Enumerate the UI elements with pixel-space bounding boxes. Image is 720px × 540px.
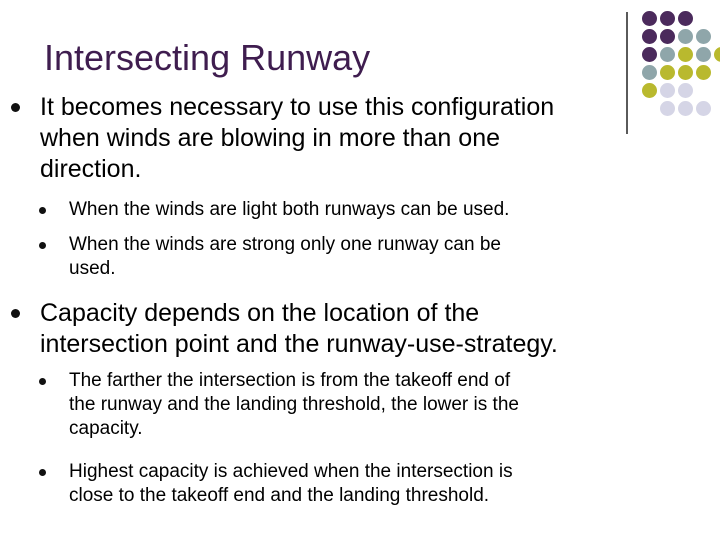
sub-bullet-item (69, 369, 519, 441)
sub-bullet-item (69, 460, 513, 508)
bullet-marker-icon (11, 103, 20, 112)
sub-bullet-text-line: When the winds are light both runways can be used. (69, 199, 510, 220)
sub-bullet-text-line: close to the takeoff end and the landing threshold. (69, 485, 490, 506)
sub-bullet-marker-icon (39, 378, 46, 385)
bullet-text-line: direction. (40, 155, 142, 183)
bullet-text-line: It becomes necessary to use this configuration (40, 93, 555, 121)
sub-bullet-marker-icon (39, 469, 46, 476)
sub-bullet-text-line: The farther the intersection is from the takeoff end of (69, 370, 511, 391)
sub-bullet-text-line: Highest capacity is achieved when the intersection is (69, 461, 513, 482)
sub-bullet-marker-icon (39, 242, 46, 249)
bullet-marker-icon (11, 309, 20, 318)
bullet-item (40, 298, 558, 360)
sub-bullet-text-line: used. (69, 258, 116, 279)
sub-bullet-text-line: capacity. (69, 418, 143, 439)
bullet-text-line: Capacity depends on the location of the (40, 299, 480, 327)
sub-bullet-text-line: the runway and the landing threshold, the lower is the (69, 394, 519, 415)
sub-bullet-item (69, 233, 501, 281)
bullet-text-line: when winds are blowing in more than one (40, 124, 500, 152)
sub-bullet-text-line: When the winds are strong only one runway can be (69, 234, 501, 255)
sub-bullet-item (69, 198, 509, 222)
sub-bullet-marker-icon (39, 207, 46, 214)
slide-title: Intersecting Runway (44, 37, 371, 78)
bullet-text-line: intersection point and the runway-use-strategy. (40, 330, 558, 358)
bullet-item (40, 92, 554, 185)
